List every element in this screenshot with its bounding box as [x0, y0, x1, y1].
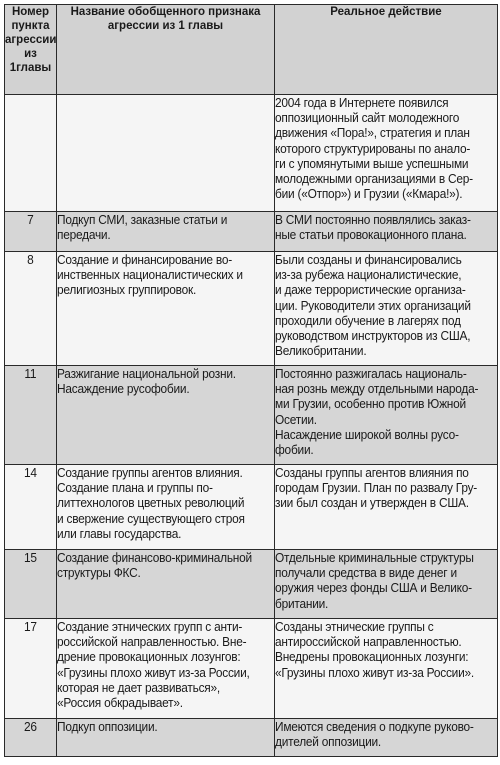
row-num: 14 [5, 465, 57, 550]
row-name: Подкуп СМИ, заказные статьи и передачи. [57, 212, 275, 252]
row-num: 15 [5, 550, 57, 619]
table-row [5, 212, 498, 252]
row-action: Были созданы и финансировались из-за рубежа националистические, и даже террористические организа- ции. Руководители этих организаций проходили обучение в лагерях под руководством инструкторов из США, Великобритании. [275, 252, 498, 366]
aggression-table [4, 4, 498, 757]
table-row [5, 719, 498, 757]
row-num: 17 [5, 619, 57, 719]
row-action: Созданы группы агентов влияния по городам Грузии. План по развалу Гру- зии был создан и утвержден в США. [275, 465, 498, 550]
row-num: 8 [5, 252, 57, 366]
row-name [57, 95, 275, 212]
row-action: В СМИ постоянно появлялись заказ- ные статьи провокационного плана. [275, 212, 498, 252]
table-header [5, 5, 498, 95]
header-action: Реальное действие [275, 5, 498, 95]
row-num: 26 [5, 719, 57, 757]
row-action: Отдельные криминальные структуры получали средства в виде денег и оружия через фонды США и Велико- британии. [275, 550, 498, 619]
row-name: Создание и финансирование во- инственных националистических и религиозных группировок. [57, 252, 275, 366]
table-row [5, 619, 498, 719]
row-action: Имеются сведения о подкупе руково- дителей оппозиции. [275, 719, 498, 757]
table-row [5, 465, 498, 550]
row-name: Разжигание национальной розни. Насаждение русофобии. [57, 366, 275, 465]
header-num: Номер пункта агрессии из 1главы [5, 5, 57, 95]
table-row [5, 366, 498, 465]
header-name: Название обобщенного признака агрессии из 1 главы [57, 5, 275, 95]
row-action: Постоянно разжигалась националь- ная рознь между отдельными народа- ми Грузии, особенно против Южной Осетии. Насаждение широкой волны русо- фобии. [275, 366, 498, 465]
row-name: Создание финансово-криминальной структуры ФКС. [57, 550, 275, 619]
row-num: 7 [5, 212, 57, 252]
header-row [5, 5, 498, 95]
table-row [5, 550, 498, 619]
row-action: 2004 года в Интернете появился оппозиционный сайт молодежного движения «Пора!», стратегия и план которого структурированы по анало- ги с упомянутыми выше успешными молодежными организациями в Сер- бии («Отпор») и Грузии («Кмара!»). [275, 95, 498, 212]
row-name: Создание этнических групп с анти- российской направленностью. Вне- дрение провокационных лозунгов: «Грузины плохо живут из-за России, которая не дает развиваться», «Россия обкрадывает». [57, 619, 275, 719]
row-num [5, 95, 57, 212]
table-row [5, 252, 498, 366]
row-action: Созданы этнические группы с антироссийской направленностью. Внедрены провокационных лозунги: «Грузины плохо живут из-за России». [275, 619, 498, 719]
row-num: 11 [5, 366, 57, 465]
table-row [5, 95, 498, 212]
table-body [5, 95, 498, 757]
row-name: Подкуп оппозиции. [57, 719, 275, 757]
row-name: Создание группы агентов влияния. Создание плана и группы по- литтехнологов цветных революций и свержение существующего строя или главы государства. [57, 465, 275, 550]
